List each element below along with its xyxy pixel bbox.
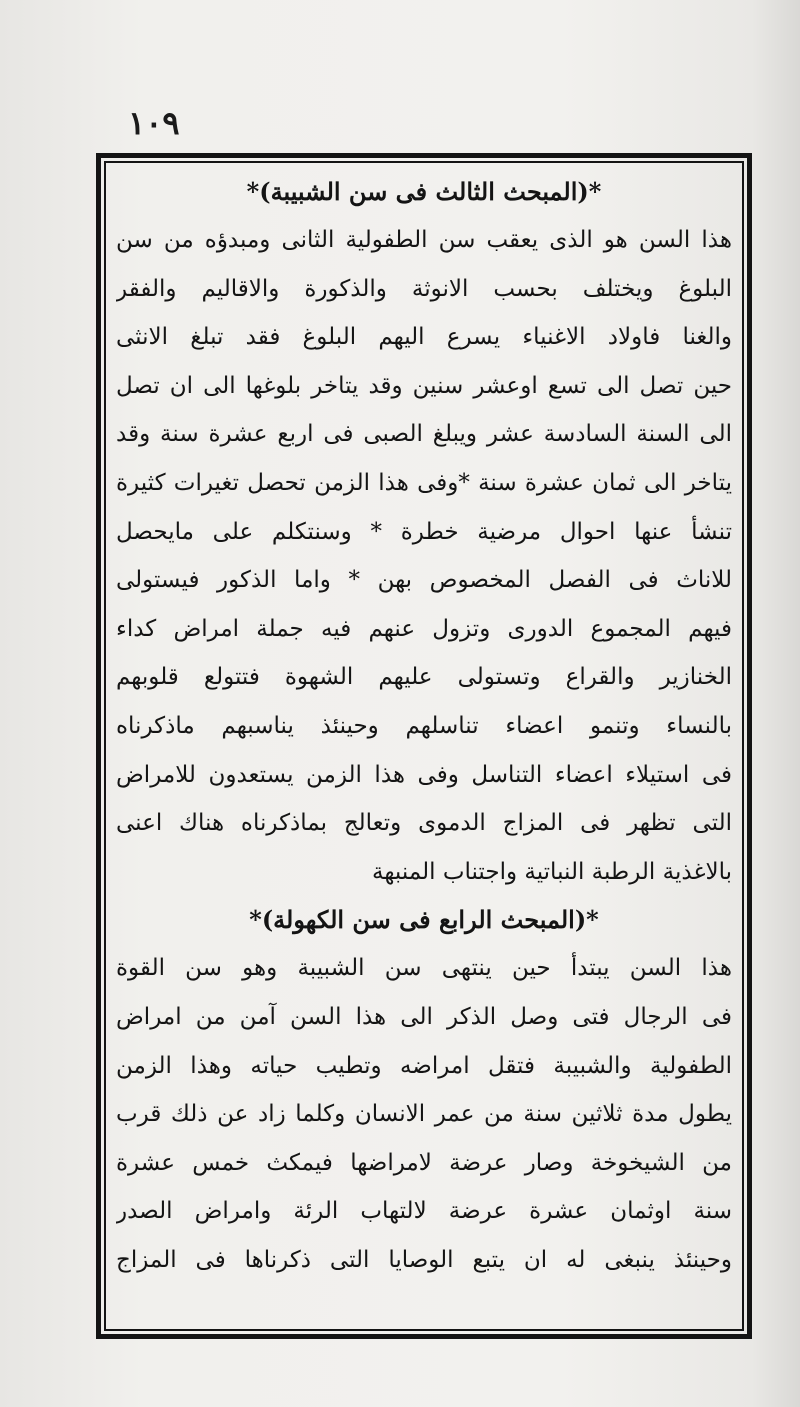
- text-line: والغنا فاولاد الاغنياء يسرع اليهم البلوغ فقد تبلغ الانثى: [116, 324, 732, 351]
- text-line: فى استيلاء اعضاء التناسل وفى هذا الزمن يستعدون للامراض: [116, 761, 732, 788]
- text-line: يتاخر الى ثمان عشرة سنة *وفى هذا الزمن تحصل تغيرات كثيرة: [116, 469, 732, 496]
- text-line: يطول مدة ثلاثين سنة من عمر الانسان وكلما زاد عن ذلك قرب: [116, 1101, 732, 1128]
- text-line: البلوغ ويختلف بحسب الانوثة والذكورة والاقاليم والفقر: [116, 275, 732, 302]
- text-line: بالنساء وتنمو اعضاء تناسلهم وحينئذ يناسبهم ماذكرناه: [116, 712, 732, 739]
- text-line: الخنازير والقراع وتستولى عليهم الشهوة فتتولع قلوبهم: [116, 664, 732, 691]
- text-line: الى السنة السادسة عشر ويبلغ الصبى فى اربع عشرة سنة وقد: [116, 421, 732, 448]
- section-heading-youth: *(المبحث الثالث فى سن الشبيبة)*: [246, 177, 602, 206]
- text-line: فيهم المجموع الدورى وتزول عنهم فيه جملة امراض كداء: [116, 615, 732, 642]
- text-block: [116, 168, 732, 1284]
- text-line: هذا السن هو الذى يعقب سن الطفولية الثانى ومبدؤه من سن: [116, 227, 732, 253]
- text-line: وحينئذ ينبغى له ان يتبع الوصايا التى ذكرناها فى المزاج: [116, 1246, 732, 1273]
- text-line: هذا السن يبتدأ حين ينتهى سن الشبيبة وهو سن القوة: [116, 955, 732, 982]
- text-line: من الشيخوخة وصار عرضة لامراضها فيمكث خمس عشرة: [116, 1149, 732, 1176]
- text-line: فى الرجال فتى وصل الذكر الى هذا السن آمن من امراض: [116, 1003, 732, 1030]
- text-line: تنشأ عنها احوال مرضية خطرة * وسنتكلم على مايحصل: [116, 518, 732, 545]
- text-line: بالاغذية الرطبة النباتية واجتناب المنبهة: [372, 858, 732, 885]
- section-heading-maturity: *(المبحث الرابع فى سن الكهولة)*: [249, 905, 599, 935]
- text-line: للاناث فى الفصل المخصوص بهن * واما الذكور فيستولى: [116, 567, 732, 594]
- page-number: ١٠٩: [128, 104, 180, 142]
- text-line: الطفولية والشبيبة فتقل امراضه وتطيب حياته وهذا الزمن: [116, 1052, 732, 1079]
- text-line: التى تظهر فى المزاج الدموى وتعالج بماذكرناه هناك اعنى: [116, 810, 732, 837]
- text-line: حين تصل الى تسع اوعشر سنين وقد يتاخر بلوغها الى ان تصل: [116, 372, 732, 399]
- text-line: سنة اوثمان عشرة عرضة لالتهاب الرئة وامراض الصدر: [116, 1198, 732, 1225]
